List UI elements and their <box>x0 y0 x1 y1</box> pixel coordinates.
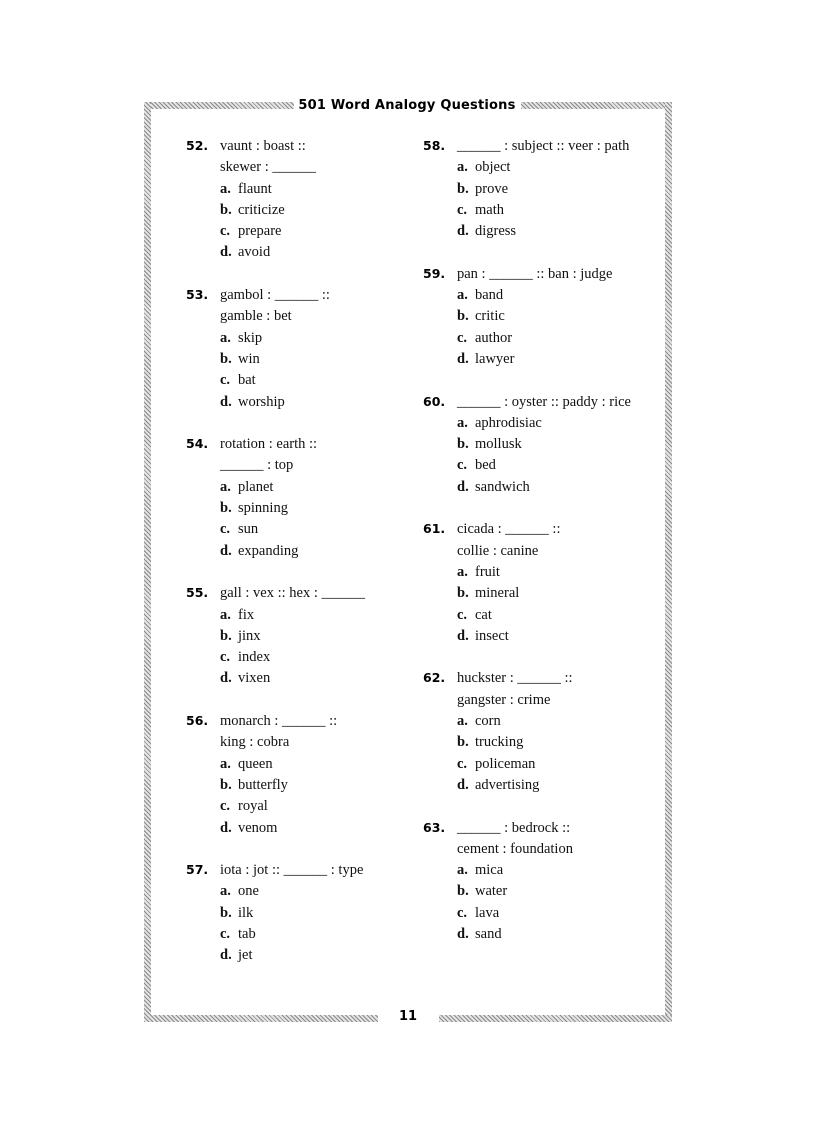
question-53 <box>186 285 396 413</box>
frame-bottom-right <box>439 1015 672 1022</box>
option-text: lawyer <box>475 350 515 367</box>
option-text: band <box>475 287 504 304</box>
question-number: 55. <box>186 585 209 601</box>
option-letter: c. <box>457 329 468 346</box>
page-title: 501 Word Analogy Questions <box>298 98 516 113</box>
question-number: 56. <box>186 713 209 729</box>
answer-option <box>220 519 396 540</box>
question-stem: cicada : ______ :: <box>457 521 561 538</box>
question-stem: pan : ______ :: ban : judge <box>457 265 613 282</box>
option-letter: c. <box>457 904 468 921</box>
answer-option <box>220 818 396 839</box>
question-58 <box>423 136 663 242</box>
option-letter: c. <box>220 372 231 389</box>
answer-option <box>457 860 663 881</box>
question-number: 53. <box>186 287 209 303</box>
question-number: 60. <box>423 393 446 409</box>
option-text: planet <box>238 478 274 495</box>
answer-option <box>457 179 663 200</box>
answer-option <box>457 306 663 327</box>
option-letter: d. <box>457 350 469 367</box>
option-letter: b. <box>220 904 232 921</box>
question-stem: iota : jot :: ______ : type <box>220 862 364 879</box>
option-letter: a. <box>220 883 231 900</box>
answer-option <box>457 221 663 242</box>
answer-option <box>457 903 663 924</box>
option-letter: d. <box>220 542 232 559</box>
option-letter: a. <box>457 159 468 176</box>
option-letter: a. <box>220 180 231 197</box>
option-letter: d. <box>457 223 469 240</box>
option-text: insect <box>475 627 509 644</box>
option-letter: d. <box>457 925 469 942</box>
option-text: avoid <box>238 244 271 261</box>
option-text: queen <box>238 755 273 772</box>
answer-option <box>457 477 663 498</box>
question-stem: ______ : subject :: veer : path <box>457 138 630 154</box>
question-stem: gall : vex :: hex : ______ <box>220 585 365 602</box>
option-letter: b. <box>220 201 232 218</box>
answer-option <box>220 881 396 902</box>
option-letter: d. <box>220 244 232 261</box>
question-number: 57. <box>186 862 209 878</box>
option-text: index <box>238 649 271 666</box>
question-stem: vaunt : boast :: <box>220 138 306 154</box>
answer-option <box>220 796 396 817</box>
question-number: 62. <box>423 670 446 686</box>
option-text: sun <box>238 521 259 538</box>
option-text: fruit <box>475 563 500 580</box>
question-stem: monarch : ______ :: <box>220 713 338 730</box>
option-letter: d. <box>457 627 469 644</box>
option-letter: b. <box>457 585 469 602</box>
option-letter: d. <box>457 776 469 793</box>
option-letter: c. <box>457 201 468 218</box>
answer-option <box>457 285 663 306</box>
option-letter: c. <box>457 755 468 772</box>
option-text: object <box>475 159 511 176</box>
answer-option <box>457 775 663 796</box>
option-text: sandwich <box>475 478 530 495</box>
frame-top-left <box>144 102 294 109</box>
question-61 <box>423 519 663 647</box>
answer-option <box>457 434 663 455</box>
answer-option <box>220 647 396 668</box>
question-60 <box>423 392 663 498</box>
question-number: 61. <box>423 521 446 537</box>
answer-option <box>457 349 663 370</box>
option-text: critic <box>475 308 505 325</box>
frame-right <box>665 102 672 1022</box>
option-text: aphrodisiac <box>475 414 542 431</box>
option-letter: b. <box>457 180 469 197</box>
question-stem: king : cobra <box>220 734 290 751</box>
answer-option <box>457 924 663 945</box>
answer-option <box>220 328 396 349</box>
option-letter: a. <box>220 755 231 772</box>
option-letter: d. <box>220 819 232 836</box>
question-stem: ______ : bedrock :: <box>457 819 571 836</box>
answer-option <box>220 221 396 242</box>
option-letter: d. <box>457 478 469 495</box>
option-letter: c. <box>220 649 231 666</box>
question-62 <box>423 668 663 796</box>
answer-option <box>457 605 663 626</box>
option-letter: a. <box>457 287 468 304</box>
answer-option <box>220 349 396 370</box>
option-text: vixen <box>238 670 271 687</box>
option-text: water <box>475 883 508 900</box>
answer-option <box>220 605 396 626</box>
option-text: tab <box>238 925 256 942</box>
option-text: jinx <box>238 627 261 644</box>
option-text: policeman <box>475 755 536 772</box>
option-letter: c. <box>457 457 468 474</box>
option-letter: a. <box>457 713 468 730</box>
option-letter: d. <box>220 670 232 687</box>
answer-option <box>220 903 396 924</box>
answer-option <box>457 328 663 349</box>
option-letter: b. <box>220 776 232 793</box>
option-letter: c. <box>220 925 231 942</box>
option-text: bat <box>238 372 256 389</box>
answer-option <box>220 242 396 263</box>
option-text: mica <box>475 862 504 879</box>
option-text: author <box>475 329 513 346</box>
option-text: corn <box>475 713 501 730</box>
option-text: prove <box>475 180 509 197</box>
option-letter: a. <box>457 563 468 580</box>
option-letter: a. <box>220 606 231 623</box>
option-letter: c. <box>220 223 231 240</box>
option-text: lava <box>475 904 500 921</box>
question-number: 59. <box>423 265 446 281</box>
question-stem: gambol : ______ :: <box>220 287 330 304</box>
question-54 <box>186 434 396 562</box>
option-letter: b. <box>220 350 232 367</box>
option-text: mineral <box>475 585 520 602</box>
question-57 <box>186 860 396 966</box>
question-stem: collie : canine <box>457 542 539 559</box>
option-text: win <box>238 350 260 367</box>
frame-bottom-left <box>144 1015 378 1022</box>
answer-option <box>457 583 663 604</box>
question-stem: skewer : ______ <box>220 159 316 176</box>
option-text: spinning <box>238 500 288 517</box>
option-text: butterfly <box>238 776 288 793</box>
option-letter: c. <box>220 798 231 815</box>
option-text: digress <box>475 223 517 240</box>
answer-option <box>457 732 663 753</box>
option-text: criticize <box>238 201 285 218</box>
option-text: mollusk <box>475 436 522 453</box>
option-letter: c. <box>220 521 231 538</box>
question-stem: gamble : bet <box>220 308 292 325</box>
option-text: math <box>475 201 504 218</box>
option-text: bed <box>475 457 496 474</box>
answer-option <box>457 562 663 583</box>
question-56 <box>186 711 396 839</box>
option-text: trucking <box>475 734 524 751</box>
answer-option <box>457 413 663 434</box>
option-letter: b. <box>457 308 469 325</box>
answer-option <box>220 668 396 689</box>
frame-top-right <box>521 102 672 109</box>
option-text: ilk <box>238 904 254 921</box>
answer-option <box>457 200 663 221</box>
question-number: 52. <box>186 138 209 153</box>
option-text: royal <box>238 798 268 815</box>
option-letter: b. <box>457 734 469 751</box>
answer-option <box>457 881 663 902</box>
option-letter: b. <box>220 627 232 644</box>
question-63 <box>423 818 663 946</box>
option-text: skip <box>238 329 263 346</box>
frame-left <box>144 102 151 1022</box>
answer-option <box>220 498 396 519</box>
question-number: 58. <box>423 138 446 153</box>
option-letter: a. <box>457 862 468 879</box>
option-text: cat <box>475 606 492 623</box>
question-number: 63. <box>423 819 446 835</box>
option-text: flaunt <box>238 180 272 197</box>
answer-option <box>220 775 396 796</box>
option-text: venom <box>238 819 278 836</box>
page-number: 11 <box>398 1009 418 1024</box>
question-number: 54. <box>186 436 209 452</box>
answer-option <box>220 392 396 413</box>
question-stem: rotation : earth :: <box>220 436 318 453</box>
option-text: expanding <box>238 542 299 559</box>
option-letter: d. <box>220 947 232 964</box>
question-stem: ______ : top <box>220 457 294 474</box>
left-question-column <box>186 136 396 988</box>
answer-option <box>457 754 663 775</box>
answer-option <box>220 924 396 945</box>
answer-option <box>220 370 396 391</box>
answer-option <box>220 945 396 966</box>
option-letter: b. <box>220 500 232 517</box>
option-letter: a. <box>457 414 468 431</box>
option-letter: a. <box>220 478 231 495</box>
answer-option <box>457 157 663 178</box>
answer-option <box>457 455 663 476</box>
option-letter: b. <box>457 883 469 900</box>
answer-option <box>457 626 663 647</box>
option-text: one <box>238 883 259 900</box>
option-letter: a. <box>220 329 231 346</box>
question-52 <box>186 136 396 264</box>
answer-option <box>220 179 396 200</box>
question-stem: cement : foundation <box>457 840 573 857</box>
right-question-column <box>423 136 663 967</box>
option-letter: c. <box>457 606 468 623</box>
question-55 <box>186 583 396 689</box>
question-59 <box>423 264 663 370</box>
option-text: sand <box>475 925 502 942</box>
option-text: advertising <box>475 776 540 793</box>
option-text: fix <box>238 606 255 623</box>
answer-option <box>457 711 663 732</box>
option-text: jet <box>238 947 253 964</box>
option-text: worship <box>238 393 285 410</box>
question-stem: huckster : ______ :: <box>457 670 573 687</box>
answer-option <box>220 541 396 562</box>
option-letter: d. <box>220 393 232 410</box>
question-stem: gangster : crime <box>457 691 551 708</box>
question-stem: ______ : oyster :: paddy : rice <box>457 393 631 410</box>
answer-option <box>220 754 396 775</box>
option-letter: b. <box>457 436 469 453</box>
answer-option <box>220 200 396 221</box>
option-text: prepare <box>238 223 282 240</box>
answer-option <box>220 477 396 498</box>
answer-option <box>220 626 396 647</box>
